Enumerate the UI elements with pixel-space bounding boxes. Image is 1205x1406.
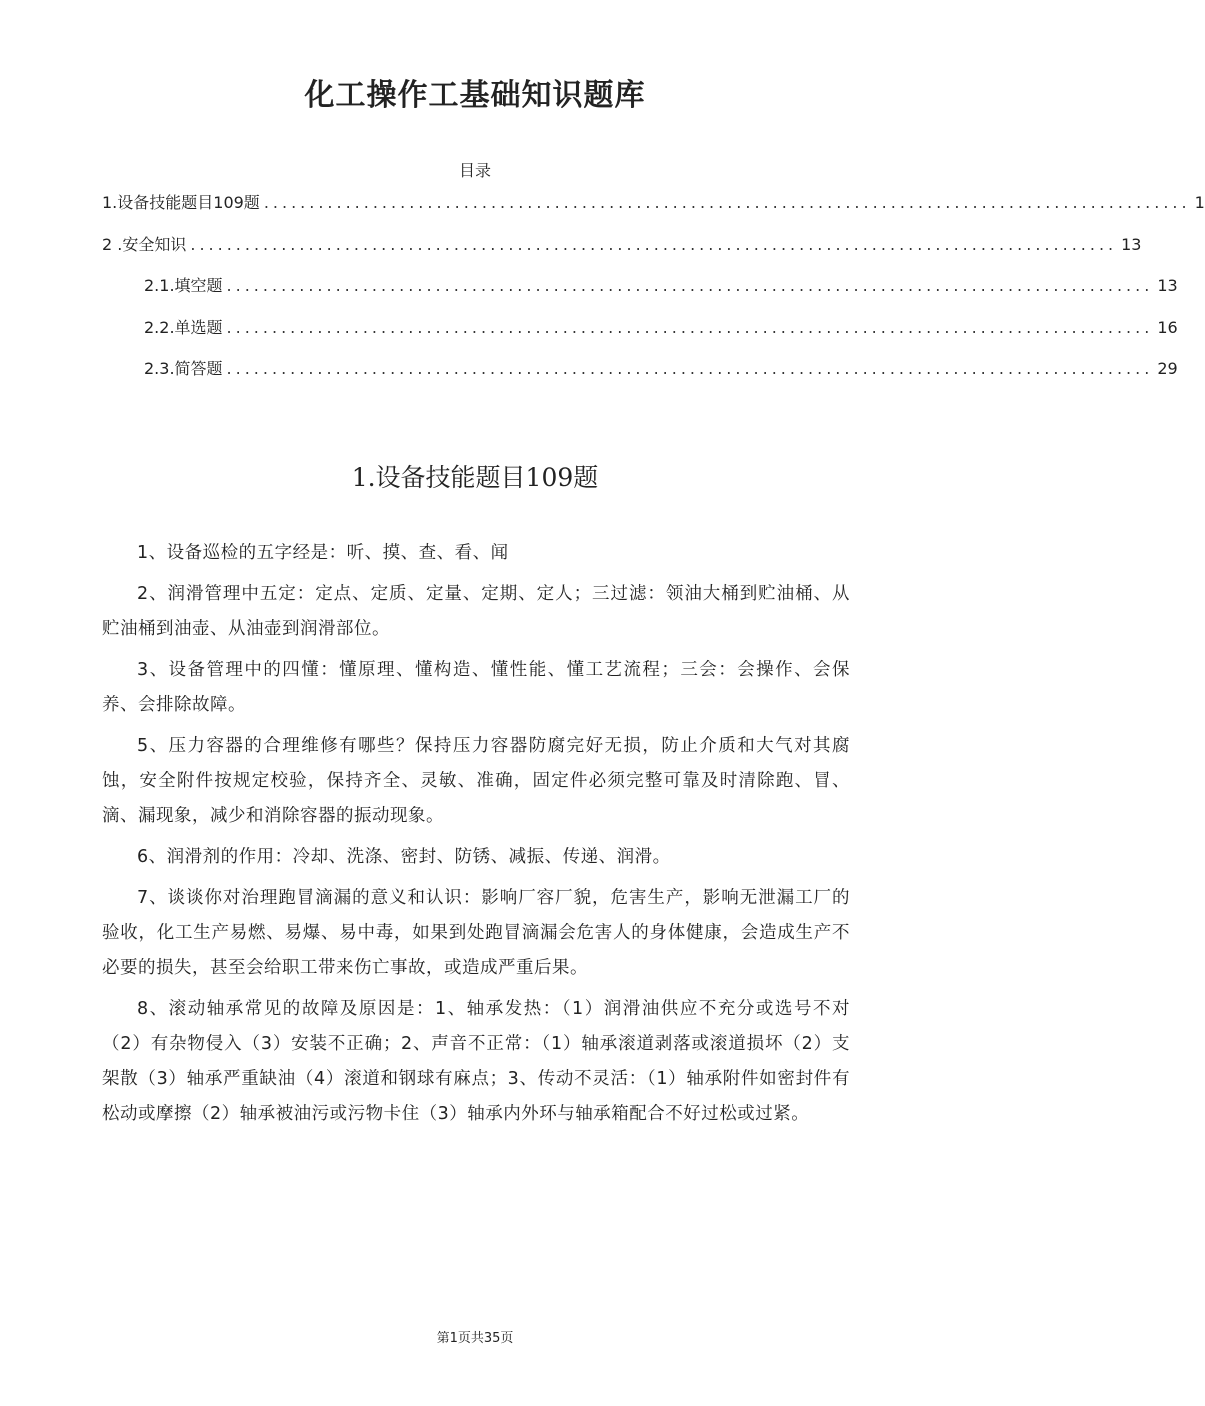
- question-paragraph: 8、滚动轴承常见的故障及原因是：1、轴承发热：（1）润滑油供应不充分或选号不对（2）有杂物侵入（3）安装不正确；2、声音不正常：（1）轴承滚道剥落或滚道损坏（2）支架散（3）轴承严重缺油（4）滚道和钢球有麻点；3、传动不灵活：（1）轴承附件如密封件有松动或摩擦（2）轴承被油污或污物卡住（3）轴承内外环与轴承箱配合不好过松或过紧。: [102, 999, 850, 1124]
- question-paragraph: 5、压力容器的合理维修有哪些？保持压力容器防腐完好无损，防止介质和大气对其腐蚀，安全附件按规定校验，保持齐全、灵敏、准确，固定件必须完整可靠及时清除跑、冒、滴、漏现象，减少和消除容器的振动现象。: [102, 736, 850, 826]
- toc-item-page: 16: [1157, 317, 1178, 337]
- section-heading: 1.设备技能题目109题: [351, 463, 599, 492]
- table-of-contents: [102, 190, 1205, 398]
- toc-item-page: 29: [1157, 359, 1178, 378]
- toc-leader-dots: ......................................................................................................: [226, 276, 1154, 295]
- section-body: [102, 536, 850, 1138]
- toc-item-label: 2 .安全知识: [102, 234, 187, 254]
- toc-leader-dots: ......................................................................................................: [263, 193, 1191, 212]
- toc-item[interactable]: [102, 232, 1142, 274]
- toc-item-page: 13: [1157, 276, 1178, 295]
- toc-leader-dots: ......................................................................................................: [226, 317, 1154, 337]
- question-paragraph: 7、谈谈你对治理跑冒滴漏的意义和认识：影响厂容厂貌，危害生产，影响无泄漏工厂的验收，化工生产易燃、易爆、易中毒，如果到处跑冒滴漏会危害人的身体健康，会造成生产不必要的损失，甚至会给职工带来伤亡事故，或造成严重后果。: [102, 888, 850, 978]
- document-title: 化工操作工基础知识题库: [304, 78, 646, 113]
- toc-item-label: 2.3.简答题: [144, 359, 223, 378]
- page-footer: 第1页共35页: [436, 1331, 514, 1346]
- toc-item-page: 13: [1121, 234, 1142, 254]
- toc-item[interactable]: [144, 356, 1178, 398]
- toc-item[interactable]: [144, 273, 1178, 315]
- toc-leader-dots: ......................................................................................................: [190, 234, 1118, 254]
- toc-item-label: 2.1.填空题: [144, 276, 223, 295]
- toc-item-label: 2.2.单选题: [144, 317, 223, 337]
- question-paragraph: 6、润滑剂的作用：冷却、洗涤、密封、防锈、减振、传递、润滑。: [137, 847, 671, 867]
- question-paragraph: 2、润滑管理中五定：定点、定质、定量、定期、定人；三过滤：领油大桶到贮油桶、从贮油桶到油壶、从油壶到润滑部位。: [102, 584, 850, 639]
- question-paragraph: 3、设备管理中的四懂：懂原理、懂构造、懂性能、懂工艺流程；三会：会操作、会保养、会排除故障。: [102, 660, 850, 715]
- toc-item-label: 1.设备技能题目109题: [102, 193, 260, 212]
- toc-item[interactable]: [102, 190, 1205, 232]
- toc-leader-dots: ......................................................................................................: [226, 359, 1154, 378]
- toc-item-page: 1: [1194, 193, 1205, 212]
- toc-heading: 目录: [458, 161, 491, 180]
- toc-item[interactable]: [144, 315, 1178, 357]
- question-paragraph: 1、设备巡检的五字经是：听、摸、查、看、闻: [137, 543, 509, 563]
